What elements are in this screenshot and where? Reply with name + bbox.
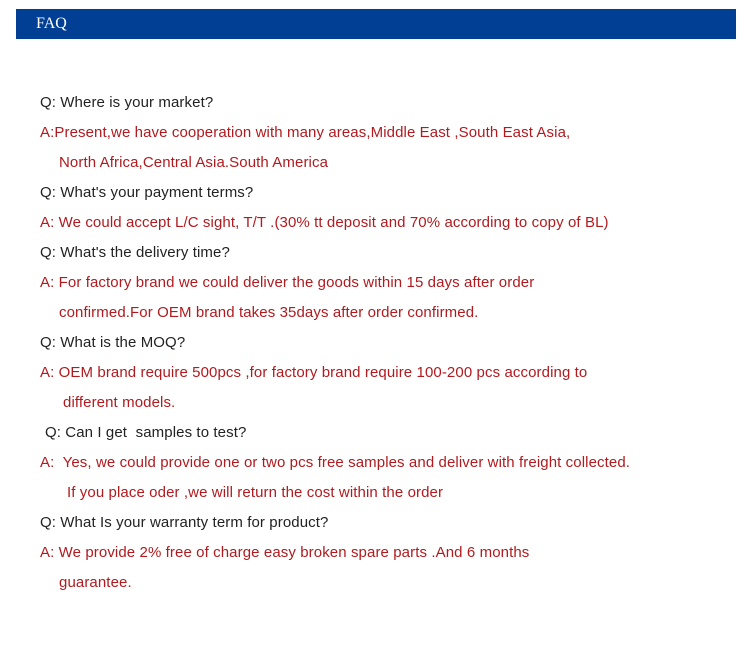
faq-answer-delivery-line-1: A: For factory brand we could deliver the goods within 15 days after order [40, 274, 535, 291]
faq-question-moq: Q: What is the MOQ? [40, 334, 186, 351]
faq-title: FAQ [36, 15, 67, 32]
faq-answer-delivery-line-2: confirmed.For OEM brand takes 35days after order confirmed. [59, 304, 479, 321]
faq-answer-samples-line-1: A: Yes, we could provide one or two pcs free samples and deliver with freight collected. [40, 454, 631, 471]
faq-answer-moq-line-2: different models. [63, 394, 176, 411]
faq-question-samples: Q: Can I get samples to test? [45, 424, 247, 441]
faq-answer-moq-line-1: A: OEM brand require 500pcs ,for factory brand require 100-200 pcs according to [40, 364, 588, 381]
faq-header-bar [16, 9, 736, 39]
faq-question-market: Q: Where is your market? [40, 94, 214, 111]
faq-answer-market-line-1: A:Present,we have cooperation with many areas,Middle East ,South East Asia, [40, 124, 571, 141]
faq-question-payment: Q: What's your payment terms? [40, 184, 254, 201]
faq-question-warranty: Q: What Is your warranty term for product? [40, 514, 329, 531]
faq-answer-payment-line-1: A: We could accept L/C sight, T/T .(30% tt deposit and 70% according to copy of BL) [40, 214, 609, 231]
faq-answer-market-line-2: North Africa,Central Asia.South America [59, 154, 329, 171]
faq-question-delivery: Q: What's the delivery time? [40, 244, 230, 261]
faq-answer-warranty-line-2: guarantee. [59, 574, 132, 591]
faq-answer-samples-line-2: If you place oder ,we will return the cost within the order [67, 484, 444, 501]
faq-answer-warranty-line-1: A: We provide 2% free of charge easy broken spare parts .And 6 months [40, 544, 530, 561]
